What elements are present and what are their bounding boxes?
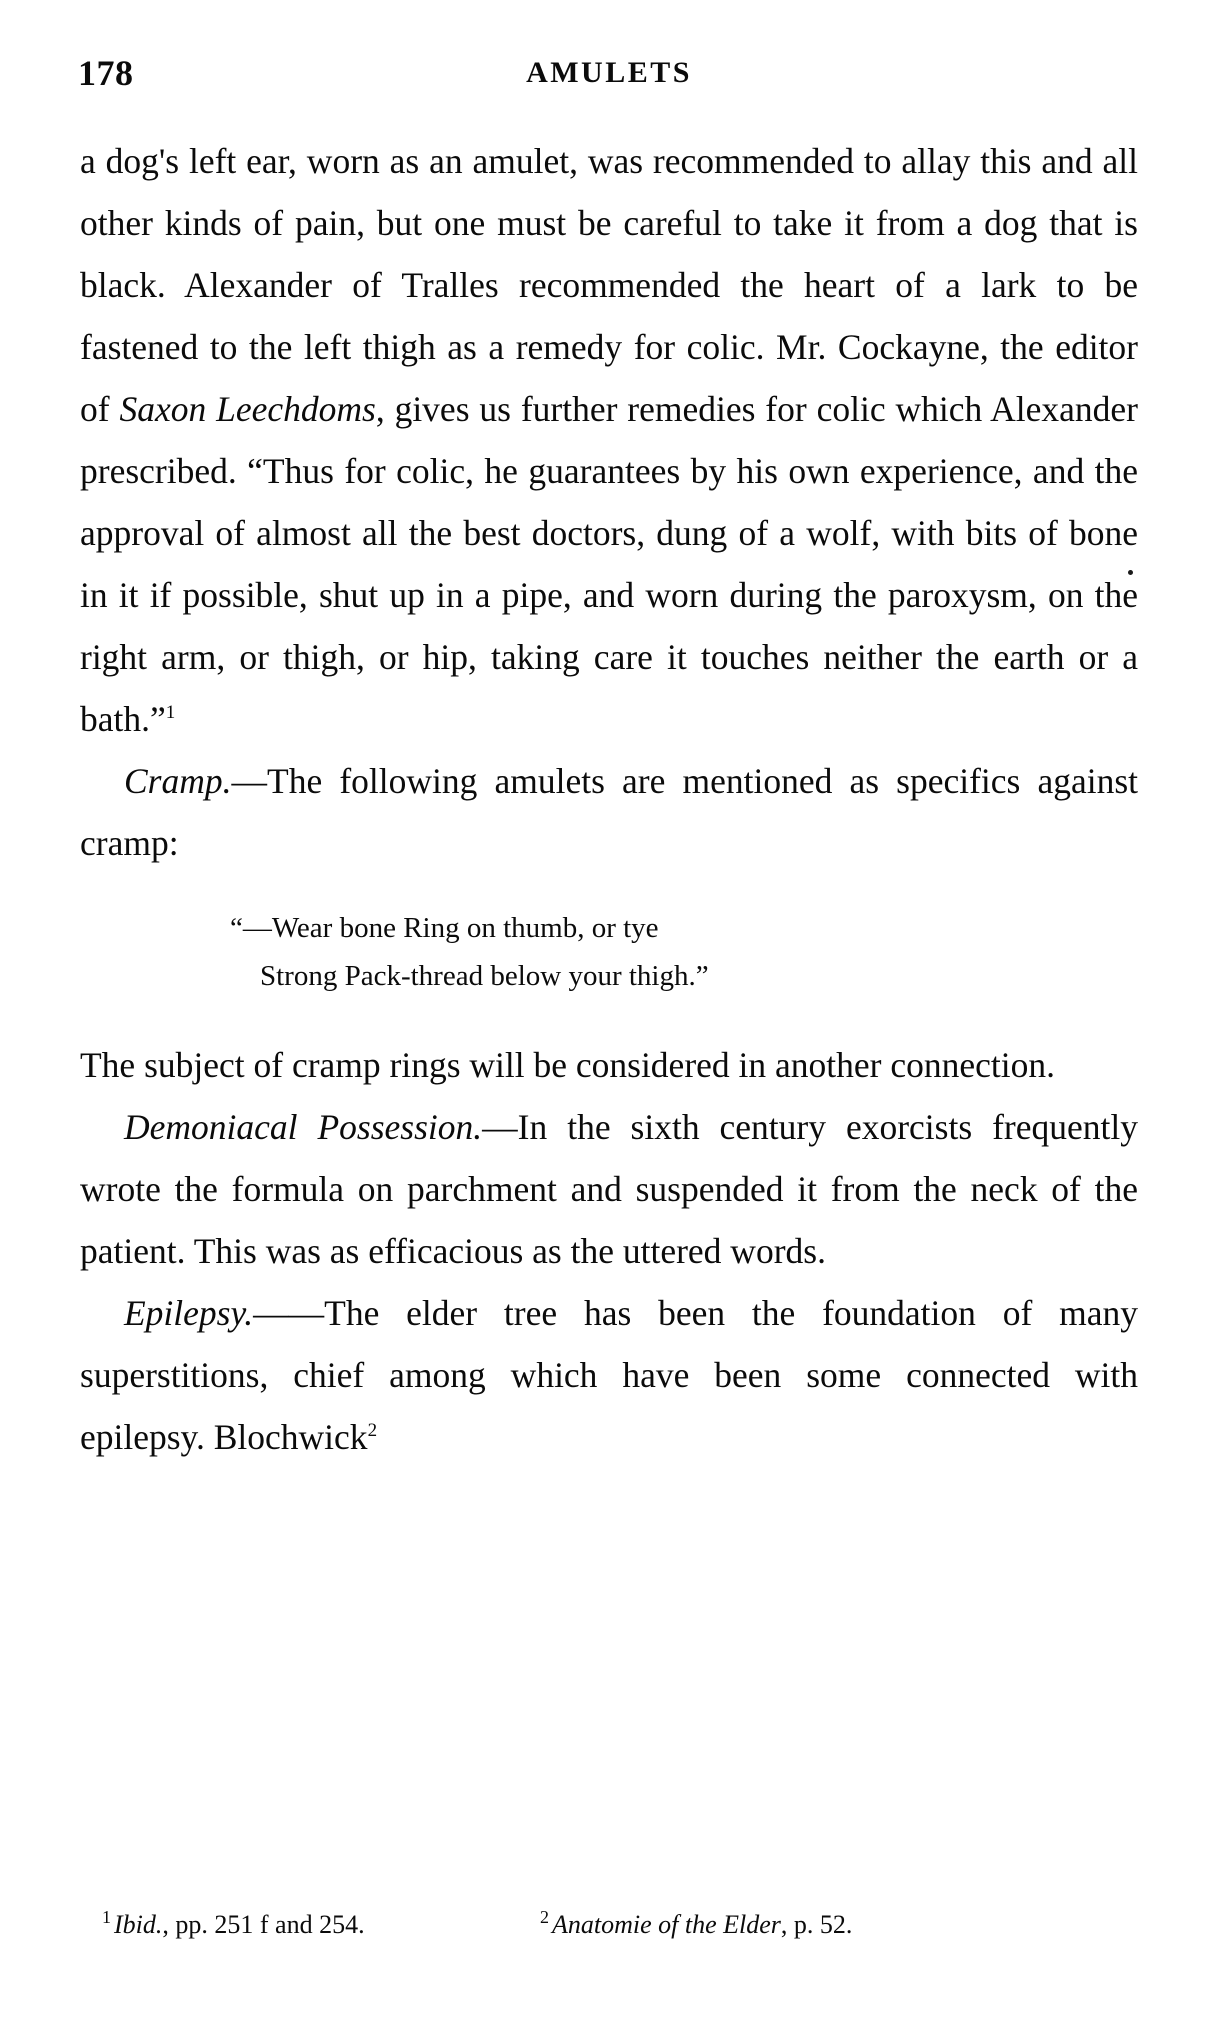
paragraph-epilepsy (80, 1282, 1138, 1468)
footnote-1-text: , pp. 251 f and 254. (162, 1910, 365, 1939)
verse-quotation (80, 874, 1138, 1016)
verse-line-2: Strong Pack-thread below your thigh.” (260, 960, 709, 992)
body-text-column (80, 130, 1138, 1468)
footnote-ref-1: 1 (165, 702, 176, 724)
footnote-area (80, 1908, 1138, 1942)
paragraph-text-part-2: , gives us further remedies for colic which Alexander prescribed. “Thus for colic, he guarantees by his own experience, and the approval of almost all the best doctors, dung of a wolf, with bits of bone in it if possible, shut up in a pipe, and worn during the paroxysm, on the right arm, or thigh, or hip, taking care it touches neither the earth or a bath.” (80, 389, 1138, 739)
footnote-2-italic: Anatomie of the Elder (552, 1910, 781, 1939)
paragraph-demoniacal-possession (80, 1096, 1138, 1282)
footnote-1-italic: Ibid. (114, 1910, 163, 1939)
paragraph-text-part-1: a dog's left ear, worn as an amulet, was recommended to allay this and all other kinds of pain, but one must be careful to take it from a dog that is black. Alexander of Tralles recommended the heart of a lark to be fastened to the left thigh as a remedy for colic. Mr. Cockayne, the editor of (80, 141, 1138, 429)
section-heading-cramp: Cramp. (124, 761, 232, 801)
section-heading-epilepsy: Epilepsy. (124, 1293, 254, 1333)
footnote-2 (510, 1908, 1138, 1942)
footnote-row (80, 1908, 1138, 1942)
page-number: 178 (78, 53, 134, 93)
verse-line-1: “—Wear bone Ring on thumb, or tye (230, 912, 659, 944)
ink-speck (1128, 570, 1133, 575)
footnote-2-marker: 2 (540, 1907, 549, 1928)
spacer (80, 1016, 1138, 1034)
paragraph-cramp-rings: The subject of cramp rings will be considered in another connection. (80, 1045, 1055, 1085)
paragraph-demoniacal-text: —In the sixth century exorcists frequently wrote the formula on parchment and suspended it from the neck of the patient. This was as efficacious as the uttered words. (80, 1107, 1138, 1271)
page-header (78, 30, 1140, 93)
running-head: AMULETS (526, 56, 692, 89)
paragraph-cramp-text: —The following amulets are mentioned as specifics against cramp: (80, 761, 1138, 863)
book-title-saxon-leechdoms: Saxon Leechdoms (119, 389, 376, 429)
footnote-1-marker: 1 (102, 1907, 111, 1928)
paragraph-amulet-remedies (80, 130, 1138, 750)
footnote-ref-2: 2 (367, 1420, 378, 1442)
footnote-1 (80, 1908, 510, 1942)
paragraph-cramp (80, 750, 1138, 874)
paragraph-epilepsy-text: ——The elder tree has been the foundation of many superstitions, chief among which have been some connected with epilepsy. Blochwick (80, 1293, 1138, 1457)
section-heading-demoniacal-possession: Demoniacal Possession. (124, 1107, 483, 1147)
footnote-2-text: , p. 52. (780, 1910, 853, 1939)
